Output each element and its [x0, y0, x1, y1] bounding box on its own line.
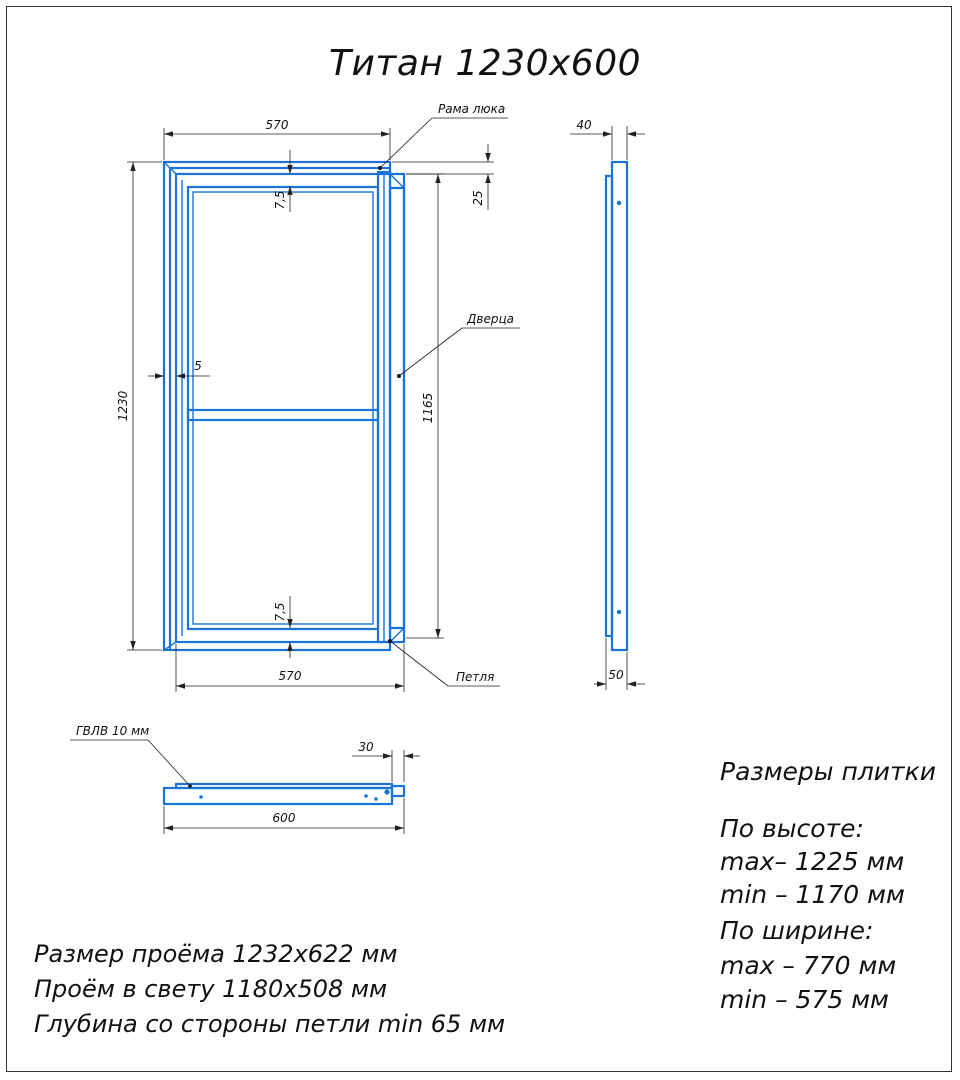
door-outline — [176, 174, 404, 642]
tile-heading: Размеры плитки — [720, 757, 936, 786]
tile-sizes — [720, 757, 936, 1014]
side-profile — [612, 162, 627, 650]
opening-notes — [34, 940, 505, 1038]
corner-br — [390, 628, 404, 642]
door-right-edge — [390, 188, 404, 628]
dim-frame-bottom: 7,5 — [273, 602, 287, 622]
section-body — [164, 788, 392, 804]
dim-frame-top: 7,5 — [273, 190, 287, 210]
label-hinge: Петля — [456, 670, 495, 684]
note-hinge-depth: Глубина со стороны петли min 65 мм — [34, 1010, 506, 1038]
outer-frame — [164, 162, 390, 650]
section-screw — [384, 789, 389, 794]
door-inner — [188, 187, 378, 629]
label-board: ГВЛВ 10 мм — [76, 724, 150, 738]
door-crossbar — [188, 410, 378, 420]
section-board — [176, 784, 392, 788]
dim-side-top: 40 — [576, 118, 592, 132]
dim-top-width: 570 — [265, 118, 289, 132]
leader-line — [148, 740, 190, 786]
side-door-edge — [606, 176, 612, 636]
label-frame: Рама люка — [438, 102, 506, 116]
tile-width-min: min – 575 мм — [720, 985, 889, 1014]
leader-line — [390, 641, 448, 686]
leader-line — [399, 328, 462, 376]
dim-side-bottom: 50 — [608, 668, 624, 682]
tile-width-max: max – 770 мм — [720, 951, 897, 980]
corner-tr — [390, 174, 404, 188]
front-view — [116, 102, 520, 692]
label-door: Дверца — [467, 312, 514, 326]
side-screw — [617, 610, 621, 614]
drawing-title: Титан 1230х600 — [328, 43, 642, 84]
dim-side-gap: 5 — [194, 359, 202, 373]
section-screw — [364, 794, 368, 798]
section-screw — [199, 795, 203, 799]
tile-width-label: По ширине: — [720, 916, 874, 945]
section-view — [70, 724, 420, 834]
note-opening-size: Размер проёма 1232х622 мм — [34, 940, 398, 968]
dim-gap-top: 25 — [471, 190, 485, 206]
tile-height-max: max– 1225 мм — [720, 847, 905, 876]
section-screw — [374, 797, 378, 801]
dim-bottom-width: 570 — [278, 669, 302, 683]
side-screw — [617, 201, 621, 205]
section-hinge — [392, 786, 404, 796]
dim-section-width: 600 — [272, 811, 296, 825]
tile-height-min: min – 1170 мм — [720, 880, 905, 909]
tile-height-label: По высоте: — [720, 814, 864, 843]
dim-total-height: 1230 — [116, 390, 130, 422]
dim-section-depth: 30 — [358, 740, 374, 754]
note-clear-opening: Проём в свету 1180х508 мм — [34, 975, 388, 1003]
dim-door-height: 1165 — [421, 392, 435, 424]
side-view — [570, 118, 645, 690]
leader-line — [380, 118, 432, 168]
door-opening — [193, 192, 373, 624]
